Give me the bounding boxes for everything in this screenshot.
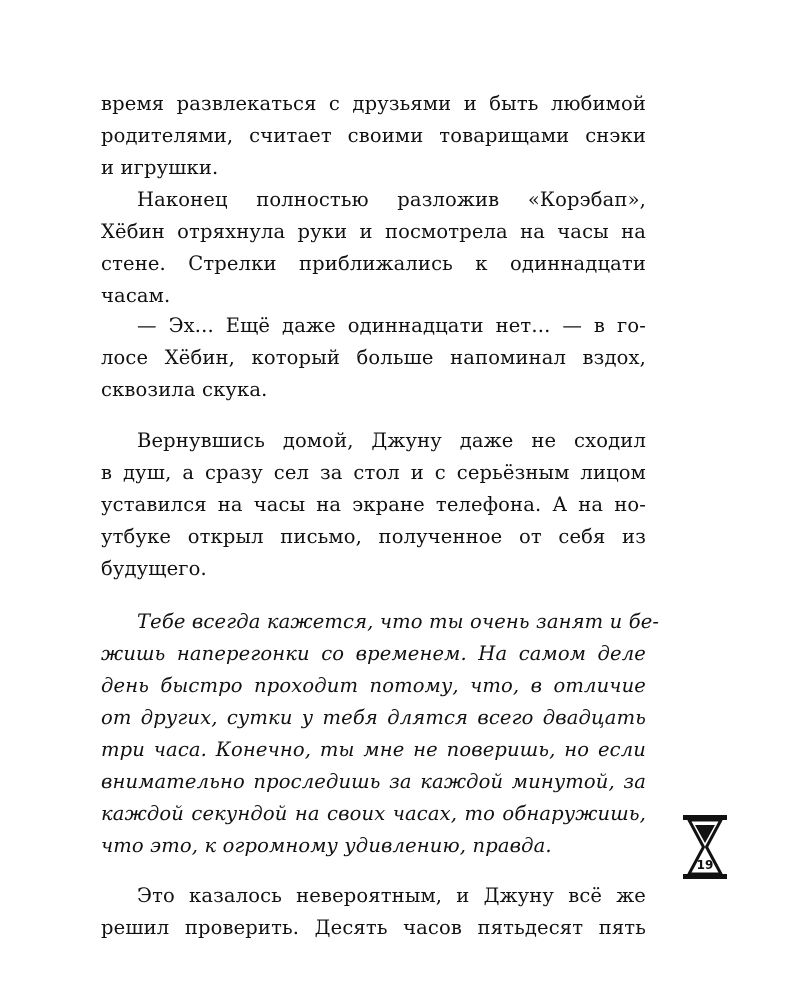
text-line: и игрушки. <box>101 156 219 179</box>
text-line: Это казалось невероятным, и Джуну всё же <box>137 884 646 907</box>
text-line: каждой секундой на своих часах, то обнаружишь, <box>101 802 646 825</box>
text-line: Вернувшись домой, Джуну даже не сходил <box>137 429 646 452</box>
text-line: что это, к огромному удивлению, правда. <box>101 834 552 857</box>
text-line: день быстро проходит потому, что, в отличие <box>101 674 646 697</box>
text-line: Хёбин отряхнула руки и посмотрела на часы на <box>101 220 646 243</box>
text-line: жишь наперегонки со временем. На самом деле <box>101 642 646 665</box>
text-line: решил проверить. Десять часов пятьдесят пять <box>101 916 646 939</box>
text-line: стене. Стрелки приближались к одиннадцати <box>101 252 646 275</box>
text-line: Наконец полностью разложив «Корэбап», <box>137 188 646 211</box>
page-number: 19 <box>696 858 714 872</box>
text-line: сквозила скука. <box>101 378 268 401</box>
text-line: в душ, а сразу сел за стол и с серьёзным лицом <box>101 461 646 484</box>
text-line: — Эх... Ещё даже одиннадцати нет... — в го- <box>137 314 646 337</box>
text-line: от других, сутки у тебя длятся всего двадцать <box>101 706 646 729</box>
text-line: лосе Хёбин, который больше напоминал вздох, <box>101 346 646 369</box>
text-line: три часа. Конечно, ты мне не поверишь, но если <box>101 738 646 761</box>
text-line: будущего. <box>101 557 207 580</box>
text-line: уставился на часы на экране телефона. А на но- <box>101 493 646 516</box>
text-line: часам. <box>101 284 171 307</box>
text-line: внимательно проследишь за каждой минутой, за <box>101 770 646 793</box>
text-line: родителями, считает своими товарищами снэки <box>101 124 646 147</box>
text-line: Тебе всегда кажется, что ты очень занят и бе- <box>137 610 660 633</box>
text-line: утбуке открыл письмо, полученное от себя из <box>101 525 646 548</box>
text-line: время развлекаться с друзьями и быть любимой <box>101 92 646 115</box>
